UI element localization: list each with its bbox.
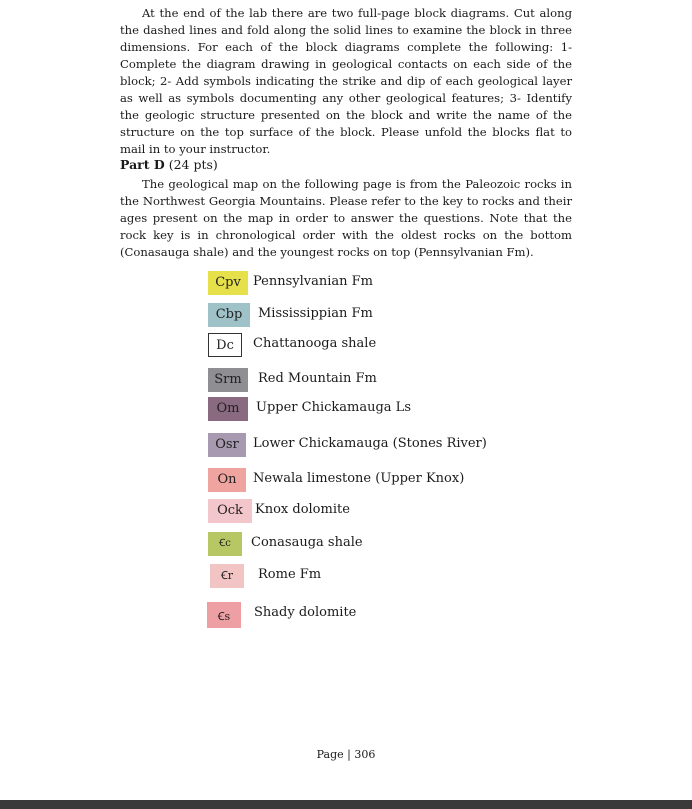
rock-swatch: Ꞓr — [210, 564, 244, 588]
rock-swatch: On — [208, 468, 246, 492]
rock-name: Pennsylvanian Fm — [253, 274, 374, 289]
rock-name: Upper Chickamauga Ls — [256, 400, 411, 415]
part-d-paragraph: The geological map on the following page is from the Paleozoic rocks in the Northwest Georgia Mountains. Please refer to the key to rocks and their ages present on the map in order to answer the questions. Note that the rock key is in chronological order with the oldest rocks on the bottom (Conasauga shale) and the youngest rocks on top (Pennsylvanian Fm). — [120, 177, 572, 259]
rock-name: Newala limestone (Upper Knox) — [253, 471, 465, 486]
page-number: 306 — [354, 748, 376, 761]
bottom-rule — [0, 800, 692, 809]
rock-swatch: Ock — [208, 499, 252, 523]
rock-swatch: Cpv — [208, 271, 248, 295]
rock-swatch: Srm — [208, 368, 248, 392]
rock-name: Shady dolomite — [254, 605, 357, 620]
rock-swatch: Osr — [208, 433, 246, 457]
rock-swatch: Ꞓc — [208, 532, 242, 556]
rock-swatch: Cbp — [208, 303, 250, 327]
rock-name: Conasauga shale — [251, 535, 363, 550]
part-d-points: (24 pts) — [168, 157, 218, 172]
page-footer — [0, 748, 692, 761]
rock-name: Red Mountain Fm — [258, 371, 377, 386]
rock-swatch: Om — [208, 397, 248, 421]
rock-name: Lower Chickamauga (Stones River) — [253, 436, 487, 451]
rock-swatch: Dc — [208, 333, 242, 357]
rock-name: Rome Fm — [258, 567, 322, 582]
rock-name: Chattanooga shale — [253, 336, 377, 351]
part-d-heading — [120, 157, 218, 172]
rock-name: Knox dolomite — [255, 502, 350, 517]
part-d-title: Part D — [120, 157, 165, 172]
page-label: Page — [316, 748, 344, 761]
intro-paragraph: At the end of the lab there are two full-page block diagrams. Cut along the dashed lines and fold along the solid lines to examine the block in three dimensions. For each of the block diagrams complete the following: 1- Complete the diagram drawing in geological contacts on each side of the block; 2- Add symbols indicating the strike and dip of each geological layer as well as symbols documenting any other geological features; 3- Identify the geologic structure presented on the block and write the name of the structure on the top surface of the block. Please unfold the blocks flat to mail in to your instructor. — [120, 6, 572, 156]
page-separator: | — [347, 748, 351, 761]
rock-swatch: Ꞓs — [207, 602, 241, 628]
rock-name: Mississippian Fm — [258, 306, 373, 321]
